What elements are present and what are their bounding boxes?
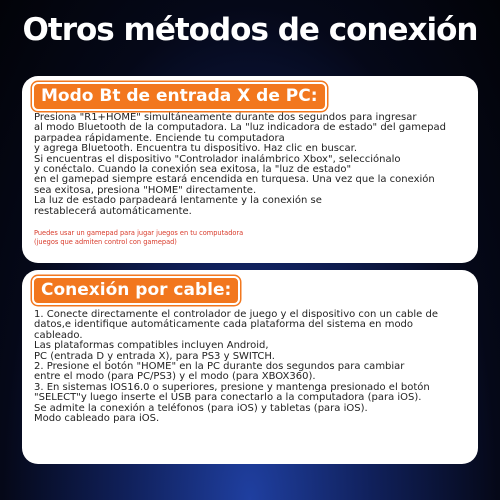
note-line: Puedes usar un gamepad para jugar juegos en tu computadora bbox=[34, 229, 244, 237]
instruction-line: y agrega Bluetooth. Encuentra tu dispositivo. Haz clic en buscar. bbox=[34, 143, 358, 155]
instruction-line: "SELECT"y luego inserte el USB para conectarlo a la computadora (para iOS). bbox=[34, 392, 422, 404]
instruction-line: 2. Presione el botón "HOME" en la PC durante dos segundos para cambiar bbox=[34, 361, 405, 373]
cable-connection-card bbox=[22, 270, 478, 464]
instruction-line: parpadea rápidamente. Enciende tu computadora bbox=[34, 132, 285, 144]
cable-connection-heading: Conexión por cable: bbox=[32, 276, 240, 305]
instruction-line: Si encuentras el dispositivo "Controlador inalámbrico Xbox", selecciónalo bbox=[34, 153, 401, 165]
instruction-line: Presiona "R1+HOME" simultáneamente durante dos segundos para ingresar bbox=[34, 112, 417, 123]
note-line: (juegos que admiten control con gamepad) bbox=[34, 238, 177, 246]
instruction-line: 1. Conecte directamente el controlador de juego y el dispositivo con un cable de bbox=[34, 309, 438, 320]
instruction-line: restablecerá automáticamente. bbox=[34, 205, 192, 217]
instruction-line: La luz de estado parpadeará lentamente y la conexión se bbox=[34, 195, 322, 207]
instruction-line: Se admite la conexión a teléfonos (para iOS) y tabletas (para iOS). bbox=[34, 402, 368, 414]
bluetooth-mode-instructions bbox=[34, 113, 470, 217]
cable-connection-instructions bbox=[34, 310, 470, 424]
gamepad-note bbox=[34, 229, 464, 247]
page-title: Otros métodos de conexión bbox=[22, 12, 478, 48]
instruction-line: en el gamepad siempre estará encendida en turquesa. Una vez que la conexión bbox=[34, 174, 435, 186]
instruction-line: cableado. bbox=[34, 329, 83, 341]
bluetooth-mode-heading: Modo Bt de entrada X de PC: bbox=[32, 82, 327, 111]
instruction-line: al modo Bluetooth de la computadora. La "luz indicadora de estado" del gamepad bbox=[34, 122, 446, 134]
instruction-line: datos,e identifique automáticamente cada plataforma del sistema en modo bbox=[34, 319, 414, 331]
instruction-line: entre el modo (para PC/PS3) y el modo (para XBOX360). bbox=[34, 371, 316, 383]
instruction-line: sea exitosa, presiona "HOME" directamente. bbox=[34, 184, 257, 196]
bluetooth-mode-card bbox=[22, 76, 478, 263]
instruction-line: 3. En sistemas IOS16.0 o superiores, presione y mantenga presionado el botón bbox=[34, 381, 430, 393]
instruction-line: PC (entrada D y entrada X), para PS3 y SWITCH. bbox=[34, 350, 275, 362]
instruction-line: Las plataformas compatibles incluyen Android, bbox=[34, 340, 269, 352]
instruction-line: Modo cableado para iOS. bbox=[34, 413, 160, 425]
instruction-line: y conéctalo. Cuando la conexión sea exitosa, la "luz de estado" bbox=[34, 164, 352, 176]
